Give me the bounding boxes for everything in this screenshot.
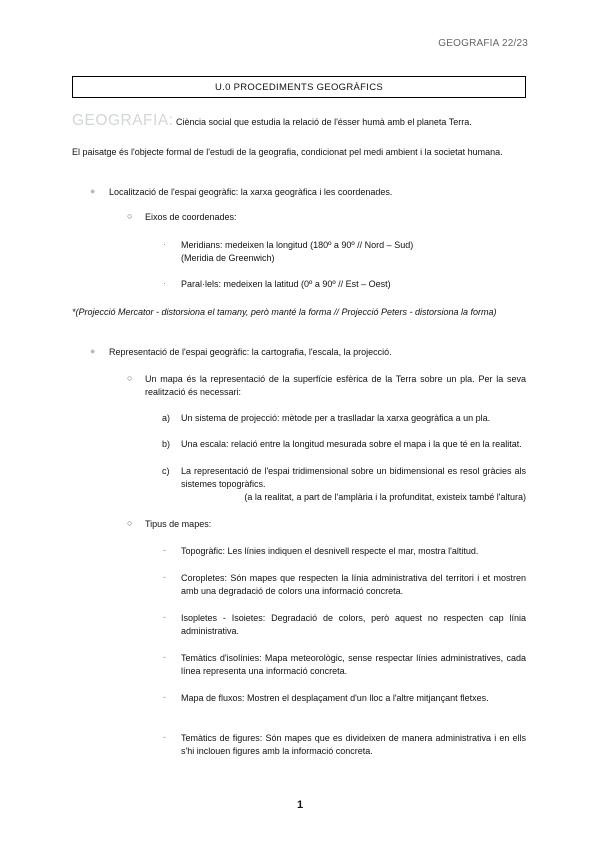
dash-bullet-icon: ·	[163, 278, 166, 288]
dash-bullet-icon: -	[163, 612, 166, 622]
dash-bullet-icon: -	[163, 692, 166, 702]
greenwich-text: (Meridia de Greenwich)	[181, 253, 275, 263]
bullet-icon: ●	[90, 186, 96, 196]
requirement-projection: Un sistema de projecció: mètode per a traslladar la xarxa geogràfica a un pla.	[181, 413, 491, 423]
dash-bullet-icon: ·	[163, 239, 166, 249]
page-number: 1	[296, 799, 304, 811]
requirement-letter: b)	[162, 439, 171, 449]
hollow-bullet-icon: ○	[127, 211, 133, 221]
dash-bullet-icon: -	[163, 572, 166, 582]
geography-term: GEOGRAFIA:	[72, 112, 174, 129]
map-types-label: Tipus de mapes:	[145, 519, 212, 529]
bullet-icon: ●	[90, 346, 96, 356]
map-type-topographic: Topogràfic: Les línies indiquen el desnivell respecte el mar, mostra l'altitud.	[181, 546, 479, 556]
map-definition: Un mapa és la representació de la superfície esfèrica de la Terra sobre un pla. Per la seva realització és necessari:	[145, 374, 526, 397]
parallels-item: Paral·lels: medeixen la latitud (0º a 90º // Est – Oest)	[181, 279, 391, 289]
dash-bullet-icon: -	[163, 545, 166, 555]
requirement-scale: Una escala: relació entre la longitud mesurada sobre el mapa i la que té en la realitat.	[181, 439, 522, 449]
hollow-bullet-icon: ○	[127, 373, 133, 383]
intro-line	[72, 114, 472, 129]
section1-bullet: Localització de l'espai geogràfic: la xarxa geogràfica i les coordenades.	[109, 187, 393, 197]
geography-definition: Ciència social que estudia la relació de l'ésser humà amb el planeta Terra.	[175, 117, 472, 127]
course-header: GEOGRAFIA 22/23	[438, 38, 528, 49]
coordinates-axes-label: Eixos de coordenades:	[145, 212, 237, 222]
meridians-item	[181, 239, 413, 265]
hollow-bullet-icon: ○	[127, 518, 133, 528]
requirement-letter: a)	[162, 413, 171, 423]
projection-note: *(Projecció Mercator - distorsiona el tamany, però manté la forma // Projecció Peters - distorsiona la forma)	[72, 307, 497, 317]
section2-bullet: Representació de l'espai geogràfic: la cartografia, l'escala, la projecció.	[109, 347, 392, 357]
meridians-text: Meridians: medeixen la longitud (180º a 90º // Nord – Sud)	[181, 240, 414, 250]
dash-bullet-icon: -	[163, 652, 166, 662]
unit-title: U.0 PROCEDIMENTS GEOGRÀFICS	[72, 76, 526, 98]
requirement-topographic: La representació de l'espai tridimensional sobre un bidimensional es resol gràcies als sistemes topogràfics.	[181, 466, 526, 489]
requirement-altitude-note: (a la realitat, a part de l'amplària i la profunditat, existeix també l'altura)	[244, 492, 526, 502]
map-type-flows: Mapa de fluxos: Mostren el desplaçament d'un lloc a l'altre mitjançant fletxes.	[181, 693, 489, 703]
map-type-isolines: Temàtics d'isolínies: Mapa meteorològic, sense respectar línies administratives, cada línea representa una informació concreta.	[181, 653, 526, 676]
map-type-isopleth: Isopletes - Isoietes: Degradació de colors, però aquest no respecten cap línia administrativa.	[181, 613, 526, 636]
landscape-paragraph: El paisatge és l'objecte formal de l'estudi de la geografia, condicionat pel medi ambient i la societat humana.	[72, 147, 503, 157]
dash-bullet-icon: -	[163, 732, 166, 742]
map-type-choropleth: Coropletes: Són mapes que respecten la línia administrativa del territori i et mostren amb una degradació de colors una informació concreta.	[181, 573, 526, 596]
map-type-figures: Temàtics de figures: Són mapes que es divideixen de manera administrativa i en ells s'hi inclouen figures amb la informació concreta.	[181, 733, 526, 756]
requirement-letter: c)	[162, 466, 170, 476]
